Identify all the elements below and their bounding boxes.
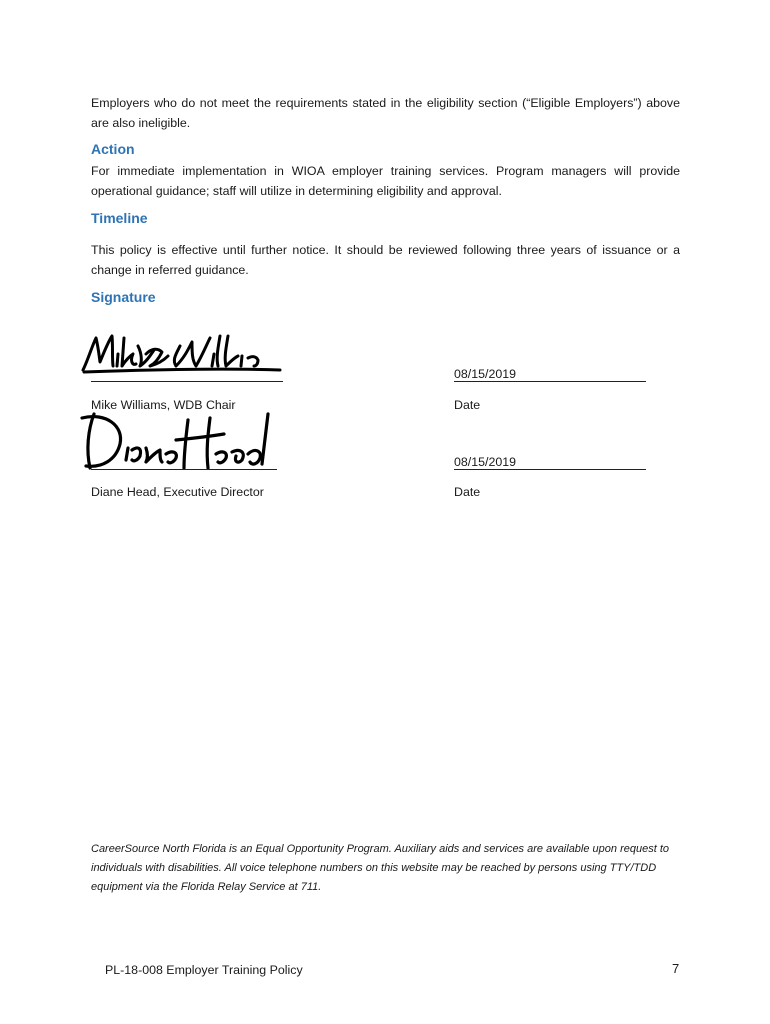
date-label-2: Date [454,485,481,499]
action-heading: Action [91,141,135,157]
date-line-1 [454,381,646,382]
action-paragraph: For immediate implementation in WIOA employer training services. Program managers will provide operational guidance; staff will utilize in determining eligibility and approval. [91,164,680,198]
date-line-2 [454,469,646,470]
date-label-1: Date [454,398,481,412]
signature-heading: Signature [91,289,156,305]
page-number: 7 [672,961,680,976]
signature-line-1 [91,381,283,382]
timeline-paragraph: This policy is effective until further notice. It should be reviewed following three years of issuance or a change in referred guidance. [91,243,680,277]
signature-line-2 [91,469,277,470]
signer-name-1: Mike Williams, WDB Chair [91,398,236,412]
date-value-2: 08/15/2019 [454,455,517,469]
intro-paragraph: Employers who do not meet the requirements stated in the eligibility section (“Eligible Employers”) above are also ineligible. [91,96,680,130]
equal-opportunity-note: CareerSource North Florida is an Equal Opportunity Program. Auxiliary aids and services are available upon request to individuals with disabilities. All voice telephone numbers on this website may be reached by persons using TTY/TDD equipment via the Florida Relay Service at 711. [91,843,669,893]
date-value-1: 08/15/2019 [454,367,517,381]
signer-name-2: Diane Head, Executive Director [91,485,264,499]
signature-diane-head-image [76,410,276,474]
footer-document-title: PL-18-008 Employer Training Policy [105,963,303,977]
timeline-heading: Timeline [91,210,148,226]
signature-mike-williams-image [80,332,285,380]
